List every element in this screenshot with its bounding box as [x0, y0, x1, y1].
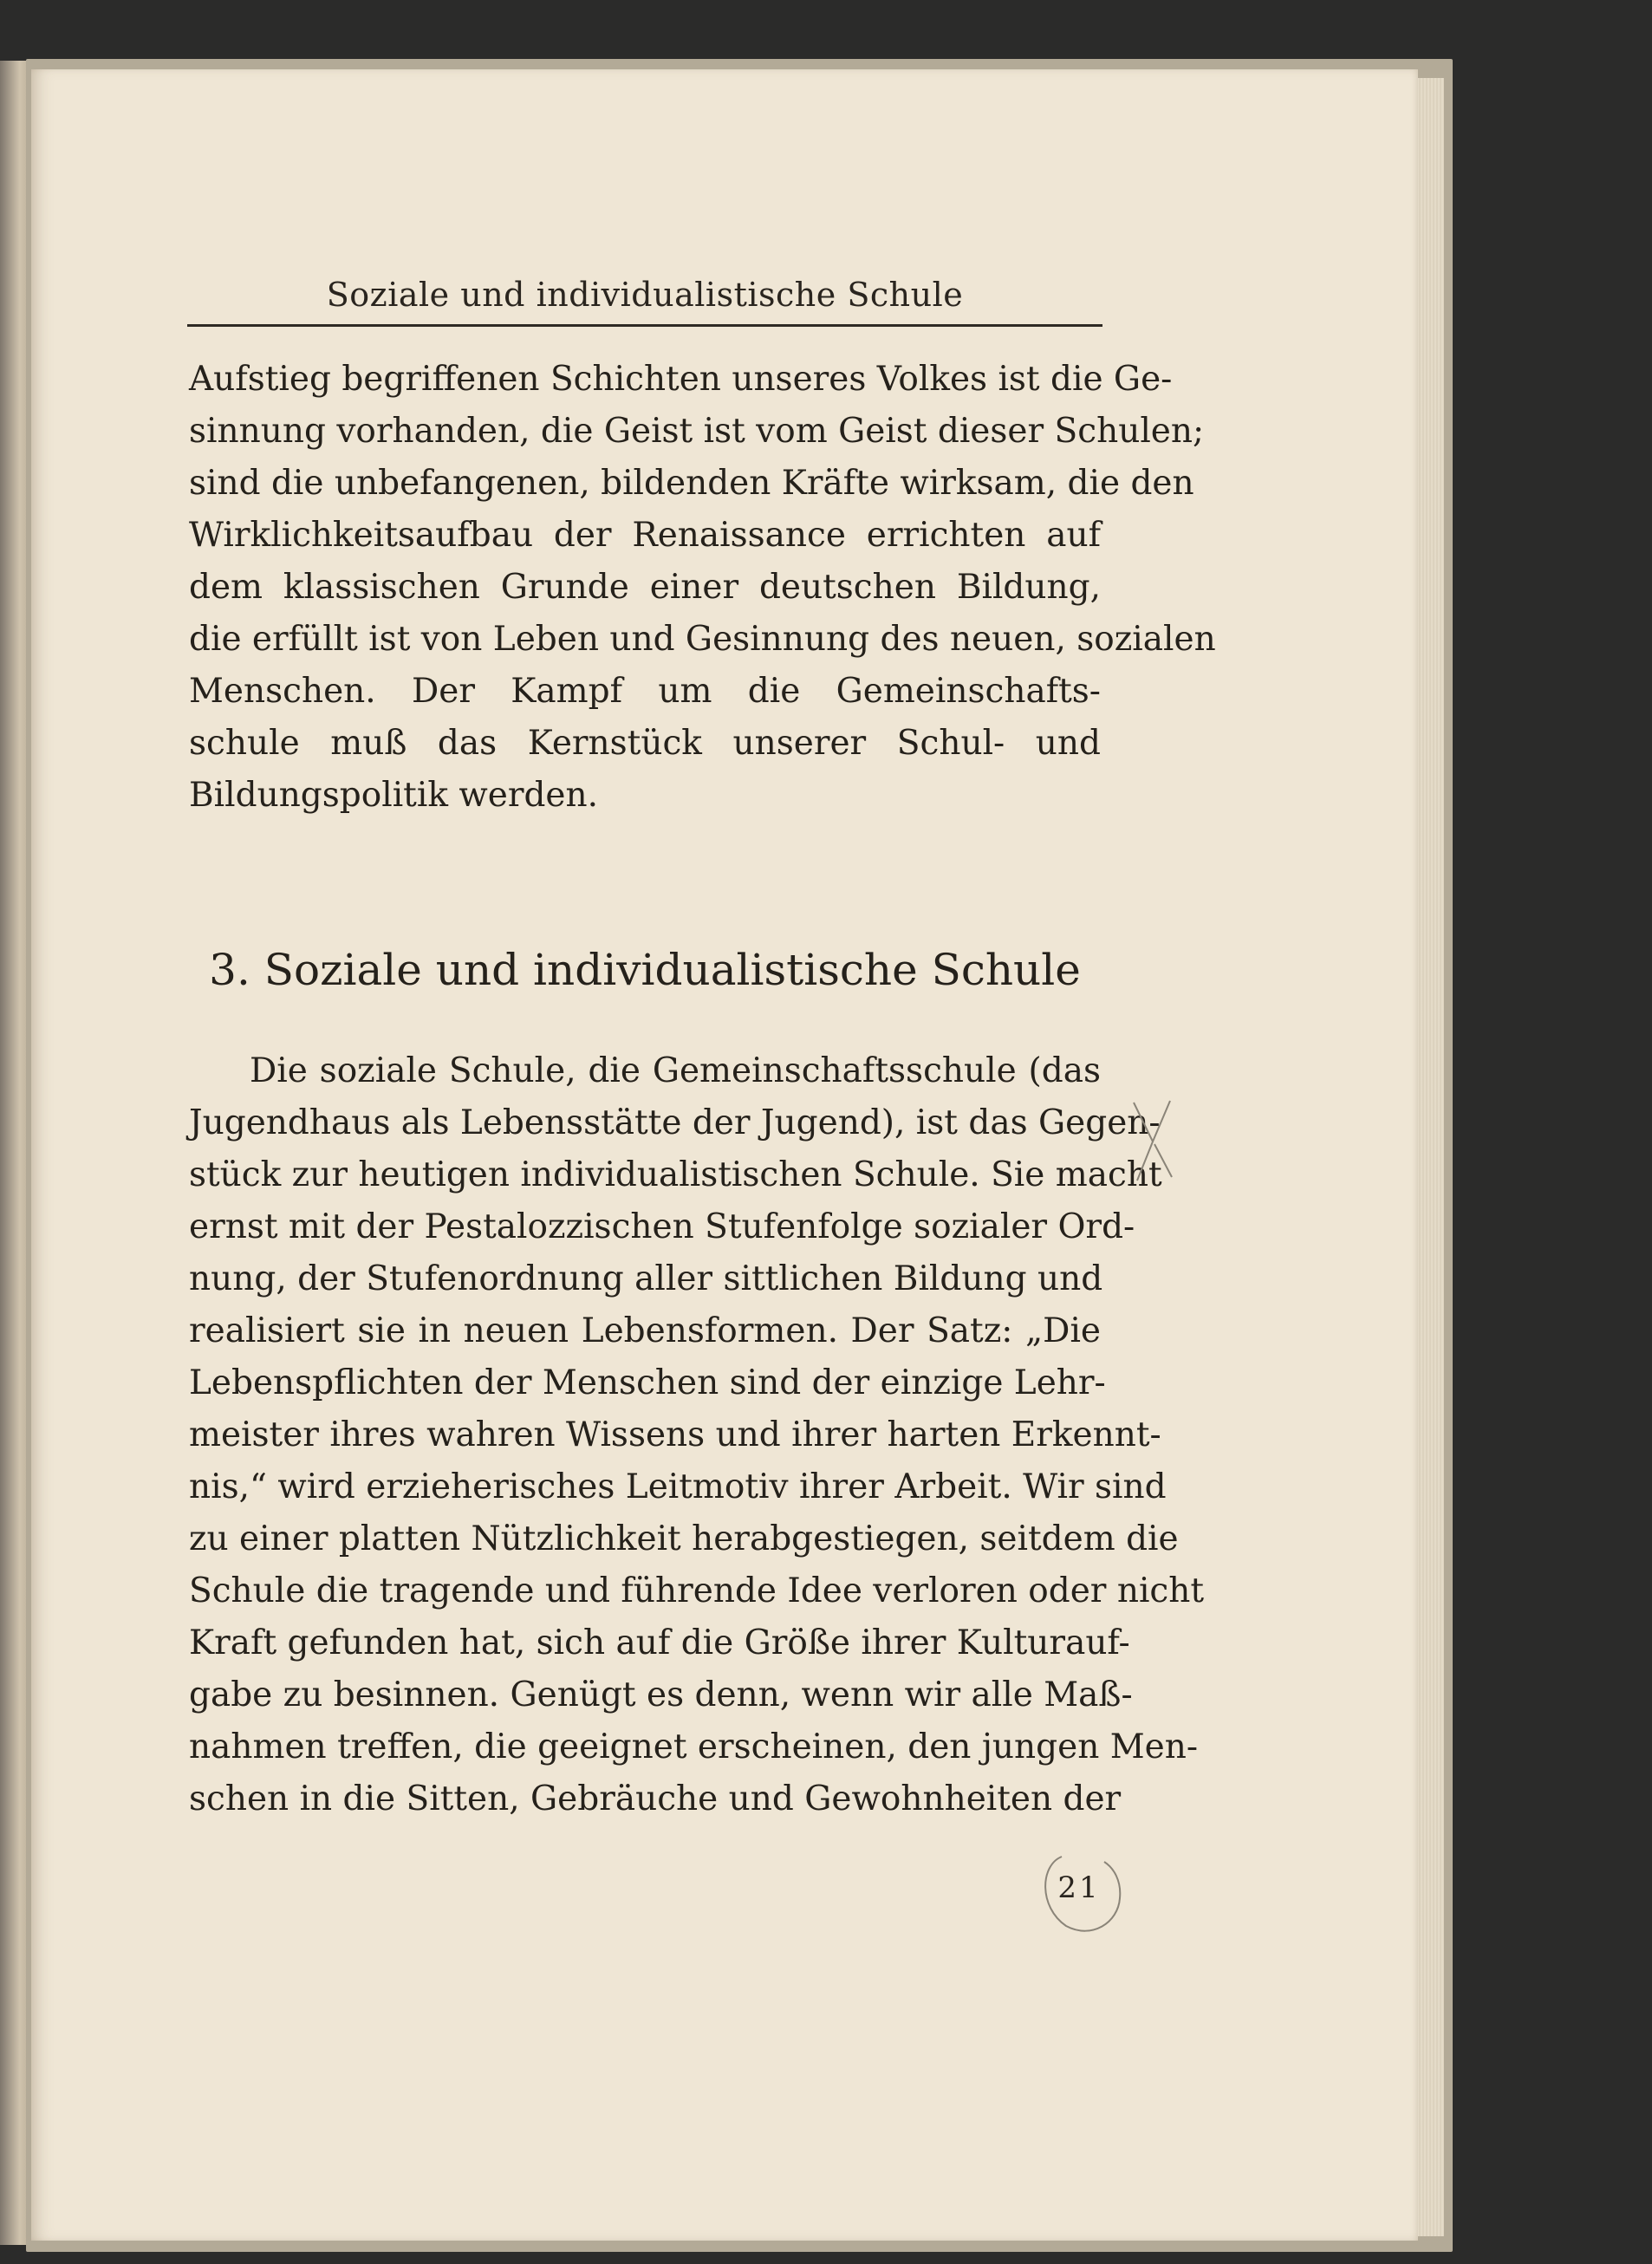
- text-line: Bildungspolitik werden.: [189, 776, 599, 815]
- text-line: stück zur heutigen individualistischen Schule. Sie macht: [189, 1155, 1162, 1194]
- paragraph-continued: [189, 354, 1216, 822]
- text-line: Aufstieg begriffenen Schichten unseres Volkes ist die Ge-: [189, 360, 1173, 399]
- text-line: nung, der Stufenordnung aller sittlichen Bildung und: [189, 1259, 1103, 1298]
- text-line: dem klassischen Grunde einer deutschen Bildung,: [189, 568, 1101, 607]
- text-line: meister ihres wahren Wissens und ihrer harten Erkennt-: [189, 1415, 1161, 1454]
- text-line: nis,“ wird erzieherisches Leitmotiv ihrer Arbeit. Wir sind: [189, 1467, 1167, 1506]
- text-line: sind die unbefangenen, bildenden Kräfte wirksam, die den: [189, 464, 1194, 503]
- paragraph-main: [189, 1045, 1205, 1825]
- text-line: Lebenspflichten der Menschen sind der einzige Lehr-: [189, 1363, 1106, 1402]
- section-heading: 3. Soziale und individualistische Schule: [209, 945, 1081, 995]
- page-number: 21: [1057, 1870, 1101, 1905]
- page-stack-edge: [1418, 78, 1444, 2236]
- pencil-margin-mark: [1127, 1094, 1179, 1189]
- text-line: realisiert sie in neuen Lebensformen. Der Satz: „Die: [189, 1311, 1101, 1350]
- text-line: Kraft gefunden hat, sich auf die Größe ihrer Kulturauf-: [189, 1623, 1130, 1662]
- text-line: die erfüllt ist von Leben und Gesinnung des neuen, sozialen: [189, 620, 1216, 659]
- text-line: schen in die Sitten, Gebräuche und Gewohnheiten der: [189, 1779, 1122, 1818]
- text-line: Die soziale Schule, die Gemeinschaftsschule (das: [250, 1051, 1101, 1090]
- text-line: ernst mit der Pestalozzischen Stufenfolge sozialer Ord-: [189, 1207, 1135, 1246]
- text-line: schule muß das Kernstück unserer Schul- und: [189, 724, 1101, 763]
- text-line: nahmen treffen, die geeignet erscheinen, den jungen Men-: [189, 1727, 1199, 1766]
- header-rule: [187, 324, 1102, 327]
- text-line: sinnung vorhanden, die Geist ist vom Geist dieser Schulen;: [189, 412, 1205, 451]
- text-line: zu einer platten Nützlichkeit herabgestiegen, seitdem die: [189, 1519, 1179, 1558]
- text-line: Menschen. Der Kampf um die Gemeinschafts-: [189, 672, 1101, 711]
- text-line: Jugendhaus als Lebensstätte der Jugend), ist das Gegen-: [189, 1103, 1161, 1142]
- text-line: gabe zu besinnen. Genügt es denn, wenn wir alle Maß-: [189, 1675, 1133, 1714]
- text-line: Schule die tragende und führende Idee verloren oder nicht: [189, 1571, 1205, 1610]
- running-head: Soziale und individualistische Schule: [326, 276, 964, 314]
- text-line: Wirklichkeitsaufbau der Renaissance errichten auf: [189, 516, 1101, 555]
